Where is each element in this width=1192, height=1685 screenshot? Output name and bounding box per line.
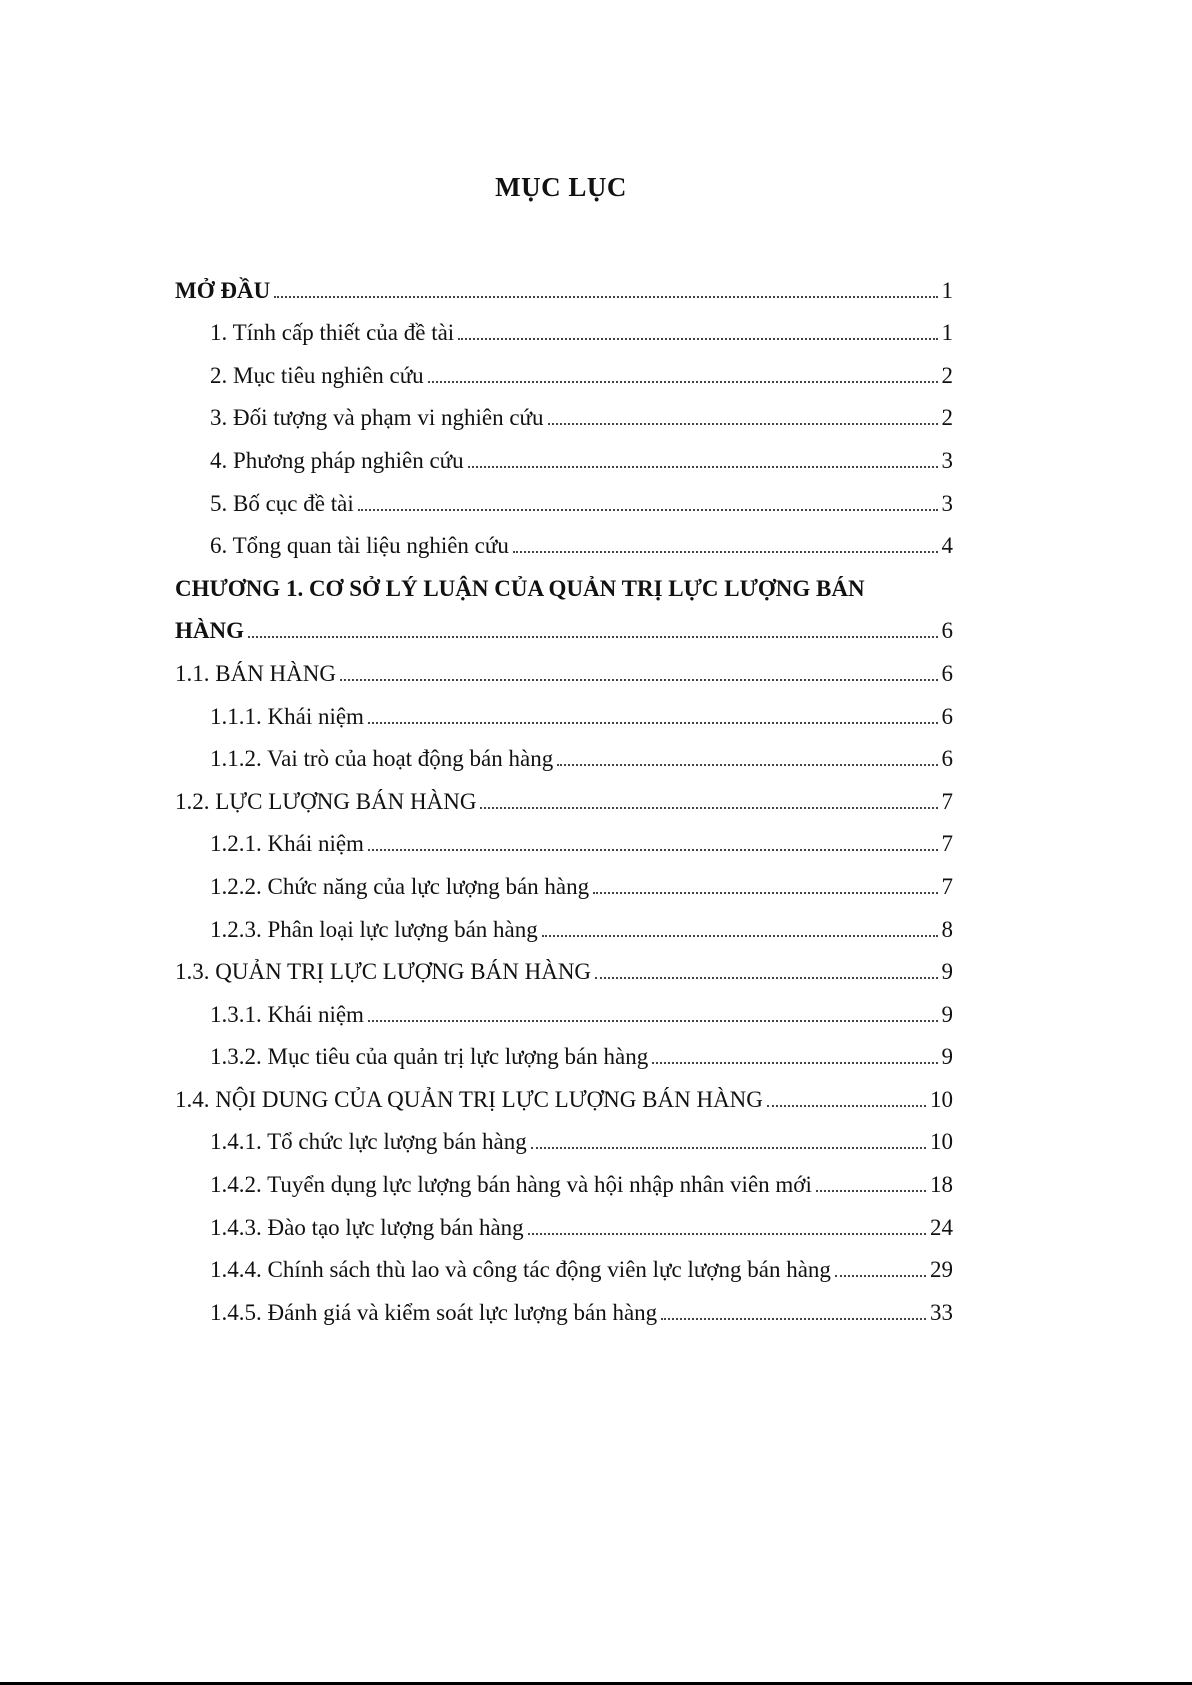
toc-chapter-1-heading-end[interactable] [175,603,953,646]
dot-leader [458,338,937,340]
toc-entry-5[interactable] [175,475,953,518]
toc-entry-page: 2 [941,405,953,431]
dot-leader [528,1233,926,1235]
toc-entry-1-2-3[interactable] [175,901,953,944]
toc-entry-page: 9 [941,959,953,985]
toc-entry-label: 1. Tính cấp thiết của đề tài [210,320,455,346]
toc-entry-page: 3 [941,447,953,473]
toc-entry-1-1[interactable] [175,645,953,688]
dot-leader [548,423,938,425]
toc-entry-page: 9 [941,1044,953,1070]
dot-leader [542,935,938,937]
toc-entry-label: 2. Mục tiêu nghiên cứu [210,362,424,388]
toc-entry-label: 1.4. NỘI DUNG CỦA QUẢN TRỊ LỰC LƯỢNG BÁN HÀNG [175,1086,763,1112]
toc-entry-page: 8 [941,916,953,942]
dot-leader [816,1190,926,1192]
toc-entry-page: 4 [941,533,953,559]
toc-entry-1-1-2[interactable] [175,731,953,774]
dot-leader [513,551,938,553]
dot-leader [368,722,938,724]
toc-entry-label: MỞ ĐẦU [175,277,271,303]
toc-entry-label: 1.4.1. Tổ chức lực lượng bán hàng [210,1129,527,1155]
toc-entry-1-1-1[interactable] [175,688,953,731]
table-of-contents [175,262,953,1327]
dot-leader [593,892,937,894]
toc-entry-label: 1.3.1. Khái niệm [210,1001,364,1027]
toc-entry-label: 1.2.1. Khái niệm [210,831,364,857]
toc-entry-label: 1.3.2. Mục tiêu của quản trị lực lượng bán hàng [210,1044,649,1070]
toc-entry-page: 7 [941,831,953,857]
toc-entry-page: 7 [941,873,953,899]
toc-entry-label: 4. Phương pháp nghiên cứu [210,447,464,473]
toc-entry-label: 1.4.4. Chính sách thù lao và công tác động viên lực lượng bán hàng [210,1257,831,1283]
toc-entry-6[interactable] [175,518,953,561]
toc-entry-page: 24 [930,1214,953,1240]
toc-entry-label: 1.1.1. Khái niệm [210,703,364,729]
toc-entry-1-4-3[interactable] [175,1199,953,1242]
toc-entry-page: 10 [930,1129,953,1155]
dot-leader [340,679,938,681]
dot-leader [468,466,938,468]
toc-chapter-1-heading-line1: CHƯƠNG 1. CƠ SỞ LÝ LUẬN CỦA QUẢN TRỊ LỰC LƯỢNG BÁN [175,575,865,601]
toc-entry-1-3-1[interactable] [175,986,953,1029]
toc-entry-label: 3. Đối tượng và phạm vi nghiên cứu [210,405,544,431]
toc-entry-label: 1.4.5. Đánh giá và kiểm soát lực lượng bán hàng [210,1299,658,1325]
toc-entry-label: 1.1. BÁN HÀNG [175,660,336,686]
toc-entry-page: 1 [941,277,953,303]
toc-entry-page: 6 [941,703,953,729]
dot-leader [274,296,937,298]
toc-entry-label: 1.3. QUẢN TRỊ LỰC LƯỢNG BÁN HÀNG [175,959,592,985]
toc-entry-1-3-2[interactable] [175,1029,953,1072]
toc-entry-1[interactable] [175,305,953,348]
toc-entry-label: 1.2. LỰC LƯỢNG BÁN HÀNG [175,788,477,814]
toc-entry-1-4-1[interactable] [175,1114,953,1157]
toc-entry-1-2-1[interactable] [175,816,953,859]
toc-entry-page: 2 [941,362,953,388]
toc-entry-page: 6 [941,660,953,686]
toc-entry-page: 18 [930,1172,953,1198]
toc-entry-label: 6. Tổng quan tài liệu nghiên cứu [210,533,509,559]
toc-entry-label: 1.1.2. Vai trò của hoạt động bán hàng [210,746,554,772]
dot-leader [480,807,937,809]
toc-entry-page: 3 [941,490,953,516]
toc-entry-3[interactable] [175,390,953,433]
toc-entry-1-3[interactable] [175,944,953,987]
dot-leader [652,1062,937,1064]
dot-leader [531,1147,926,1149]
toc-chapter-1-heading[interactable] [175,560,953,603]
dot-leader [368,1020,938,1022]
dot-leader [661,1318,926,1320]
toc-entry-label: 1.4.2. Tuyển dụng lực lượng bán hàng và hội nhập nhân viên mới [210,1172,812,1198]
toc-entry-page: 6 [941,618,953,644]
dot-leader [248,636,938,638]
toc-entry-page: 7 [941,788,953,814]
dot-leader [368,849,938,851]
toc-entry-1-2[interactable] [175,773,953,816]
toc-entry-1-4-2[interactable] [175,1156,953,1199]
toc-entry-page: 6 [941,746,953,772]
toc-entry-label: 1.2.3. Phân loại lực lượng bán hàng [210,916,538,942]
dot-leader [428,381,938,383]
toc-entry-page: 10 [930,1086,953,1112]
toc-entry-mo-dau[interactable] [175,262,953,305]
toc-entry-page: 1 [941,320,953,346]
toc-entry-1-4-5[interactable] [175,1284,953,1327]
toc-entry-page: 29 [930,1257,953,1283]
toc-entry-4[interactable] [175,432,953,475]
toc-entry-2[interactable] [175,347,953,390]
dot-leader [595,977,937,979]
toc-entry-page: 33 [930,1299,953,1325]
dot-leader [358,509,938,511]
toc-chapter-1-heading-line2: HÀNG [175,618,244,644]
dot-leader [767,1105,926,1107]
dot-leader [557,764,937,766]
toc-entry-1-4[interactable] [175,1071,953,1114]
dot-leader [835,1275,926,1277]
toc-entry-label: 1.4.3. Đào tạo lực lượng bán hàng [210,1214,524,1240]
toc-entry-1-4-4[interactable] [175,1242,953,1285]
toc-entry-label: 5. Bố cục đề tài [210,490,354,516]
toc-entry-page: 9 [941,1001,953,1027]
toc-entry-label: 1.2.2. Chức năng của lực lượng bán hàng [210,873,590,899]
toc-entry-1-2-2[interactable] [175,858,953,901]
page-title: MỤC LỤC [495,172,627,202]
